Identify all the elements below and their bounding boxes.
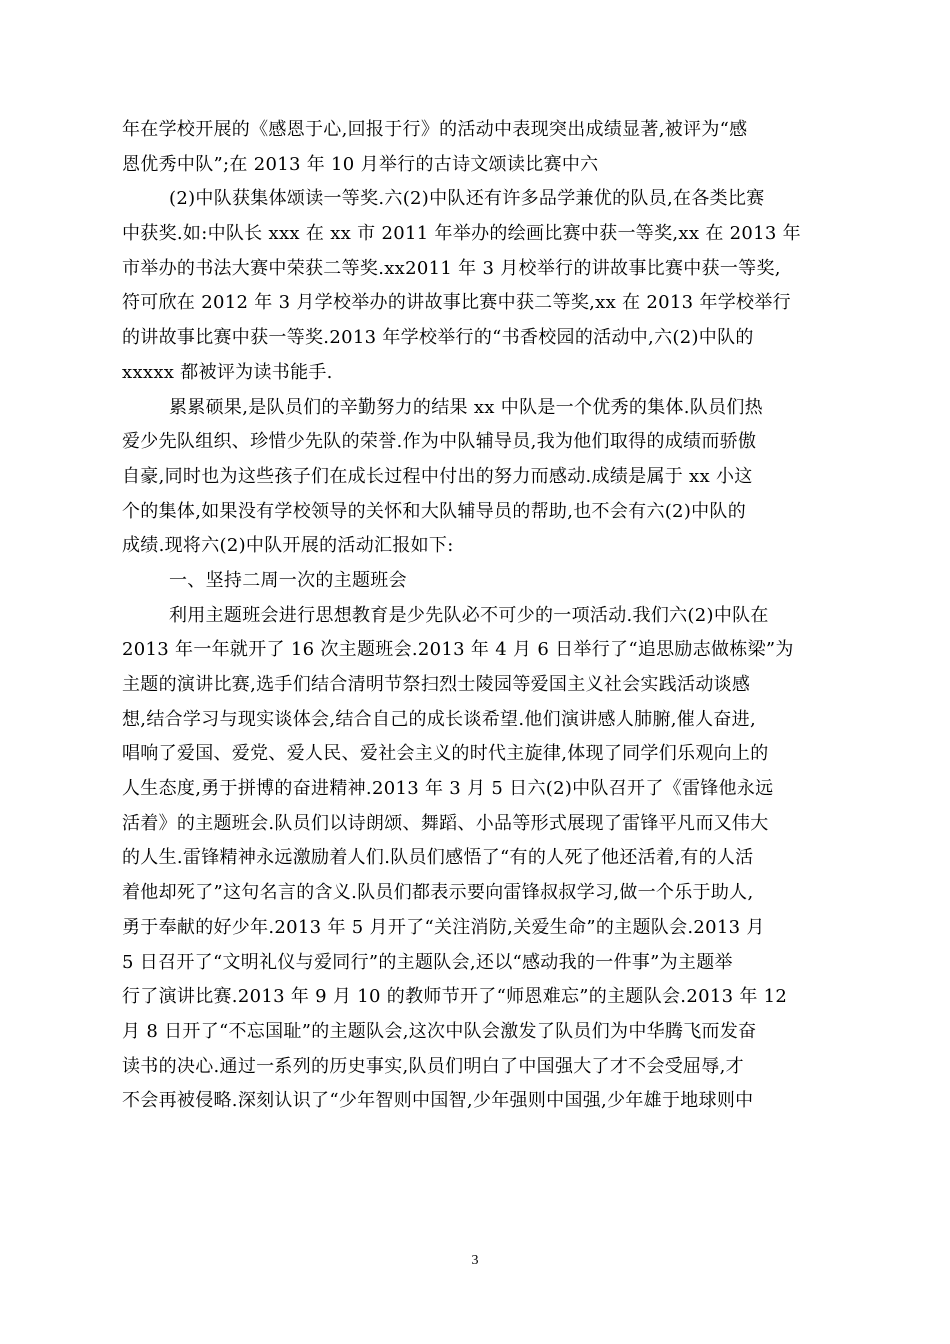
text-line: 的讲故事比赛中获一等奖.2013 年学校举行的“书香校园的活动中,六(2)中队的	[122, 327, 754, 349]
text-line: 年在学校开展的《感恩于心,回报于行》的活动中表现突出成绩显著,被评为“感	[122, 119, 748, 140]
text-line: 活着》的主题班会.队员们以诗朗颂、舞蹈、小品等形式展现了雷锋平凡而又伟大	[122, 812, 769, 834]
text-line: 主题的演讲比赛,选手们结合清明节祭扫烈士陵园等爱国主义社会实践活动谈感	[122, 674, 751, 695]
text-line: 中获奖.如:中队长 xxx 在 xx 市 2011 年举办的绘画比赛中获一等奖,xx 在 2013 年	[122, 223, 801, 245]
text-line: 行了演讲比赛.2013 年 9 月 10 的教师节开了“师恩难忘”的主题队会.2013 年 12	[122, 986, 788, 1008]
text-line: xxxxx 都被评为读书能手.	[122, 361, 333, 383]
text-line: 利用主题班会进行思想教育是少先队必不可少的一项活动.我们六(2)中队在	[169, 604, 769, 626]
page-number: 3	[471, 1253, 479, 1268]
text-line: 人生态度,勇于拼博的奋进精神.2013 年 3 月 5 日六(2)中队召开了《雷锋他永远	[122, 778, 774, 800]
text-line: 想,结合学习与现实谈体会,结合自己的成长谈希望.他们演讲感人肺腑,催人奋进,	[122, 708, 757, 730]
text-line: 着他却死了”这句名言的含义.队员们都表示要向雷锋叔叔学习,做一个乐于助人,	[122, 882, 754, 904]
text-line: 自豪,同时也为这些孩子们在成长过程中付出的努力而感动.成绩是属于 xx 小这	[122, 465, 753, 487]
text-line: 成绩.现将六(2)中队开展的活动汇报如下:	[122, 535, 454, 557]
text-line: 爱少先队组织、珍惜少先队的荣誉.作为中队辅导员,我为他们取得的成绩而骄傲	[122, 431, 757, 453]
text-line: 个的集体,如果没有学校领导的关怀和大队辅导员的帮助,也不会有六(2)中队的	[122, 500, 747, 522]
text-line: 读书的决心.通过一系列的历史事实,队员们明白了中国强大了才不会受屈辱,才	[122, 1055, 744, 1077]
section-heading: 一、坚持二周一次的主题班会	[169, 569, 407, 591]
text-line: 唱响了爱国、爱党、爱人民、爱社会主义的时代主旋律,体现了同学们乐观向上的	[122, 743, 769, 765]
text-line: 月 8 日开了“不忘国耻”的主题队会,这次中队会激发了队员们为中华腾飞而发奋	[122, 1020, 757, 1042]
text-line: 市举办的书法大赛中荣获二等奖.xx2011 年 3 月校举行的讲故事比赛中获一等奖,	[122, 257, 781, 279]
text-line: 恩优秀中队”;在 2013 年 10 月举行的古诗文颂读比赛中六	[122, 153, 599, 175]
text-line: 不会再被侵略.深刻认识了“少年智则中国智,少年强则中国强,少年雄于地球则中	[122, 1090, 754, 1112]
text-line: (2)中队获集体颂读一等奖.六(2)中队还有许多品学兼优的队员,在各类比赛	[169, 188, 765, 210]
text-line: 2013 年一年就开了 16 次主题班会.2013 年 4 月 6 日举行了“追思励志做栋梁”为	[122, 639, 794, 661]
text-line: 的人生.雷锋精神永远激励着人们.队员们感悟了“有的人死了他还活着,有的人活	[122, 847, 754, 869]
text-line: 累累硕果,是队员们的辛勤努力的结果 xx 中队是一个优秀的集体.队员们热	[169, 396, 763, 418]
text-line: 符可欣在 2012 年 3 月学校举办的讲故事比赛中获二等奖,xx 在 2013 年学校举行	[122, 292, 791, 314]
document-body	[122, 113, 824, 1119]
text-line: 5 日召开了“文明礼仪与爱同行”的主题队会,还以“感动我的一件事”为主题举	[122, 951, 733, 973]
text-line: 勇于奉献的好少年.2013 年 5 月开了“关注消防,关爱生命”的主题队会.2013 月	[122, 916, 765, 938]
